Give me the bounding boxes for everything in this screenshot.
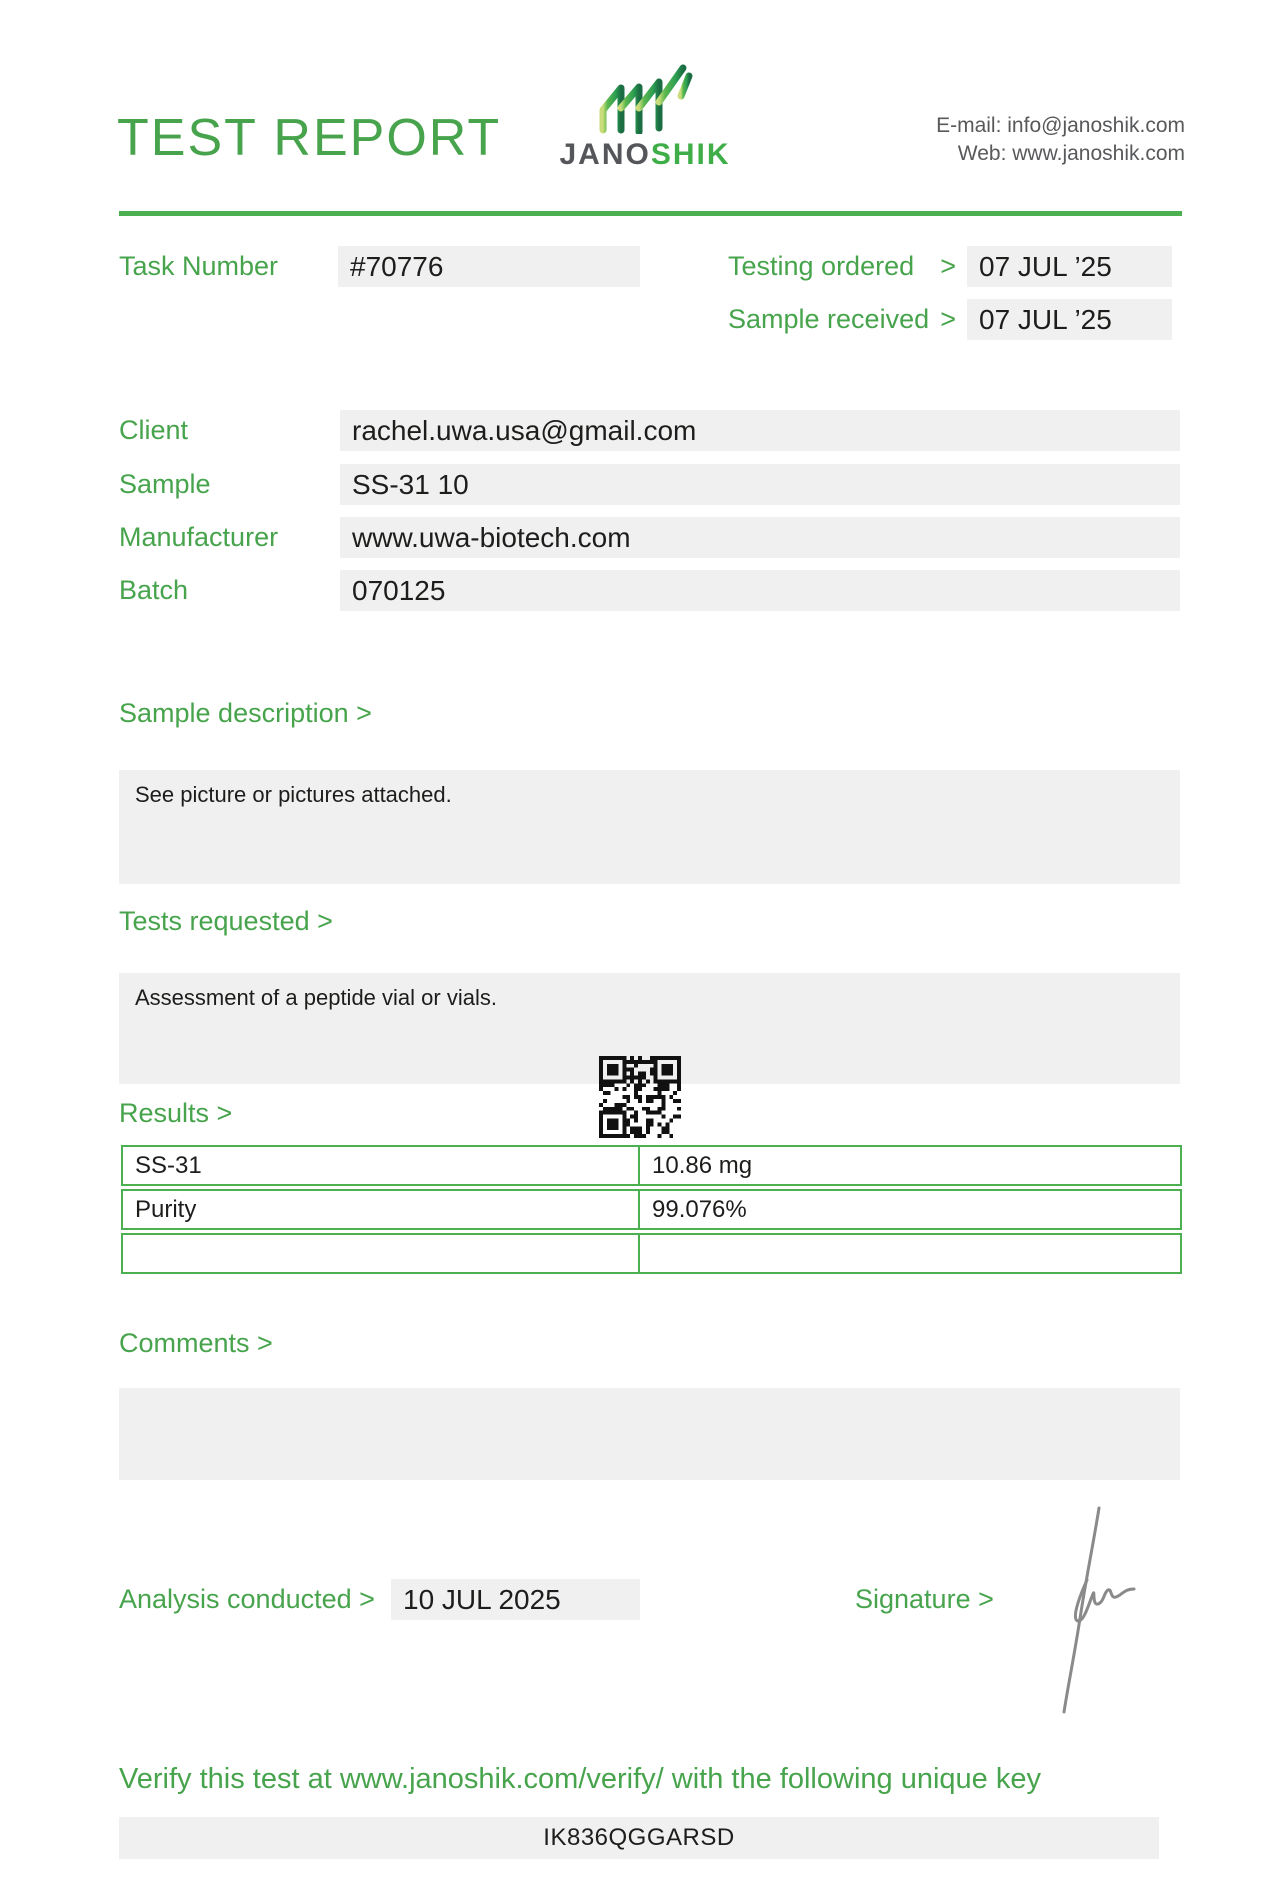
result-value	[640, 1235, 1180, 1272]
result-name: Purity	[123, 1191, 640, 1228]
email-line: E-mail: info@janoshik.com	[936, 114, 1185, 137]
chevron: >	[940, 251, 956, 281]
sample-received-label: Sample received >	[728, 299, 956, 340]
signature-image	[1035, 1500, 1145, 1740]
janoshik-logo	[545, 60, 745, 172]
result-value: 10.86 mg	[652, 1151, 753, 1179]
tests-requested-box: Assessment of a peptide vial or vials.	[119, 973, 1180, 1084]
header-divider	[119, 211, 1182, 216]
table-row	[121, 1189, 1182, 1230]
verify-text: Verify this test at www.janoshik.com/verify/ with the following unique key	[119, 1763, 1041, 1795]
table-row	[121, 1145, 1182, 1186]
analysis-conducted-label: Analysis conducted >	[119, 1584, 375, 1614]
sample-description-box: See picture or pictures attached.	[119, 770, 1180, 884]
client-value: rachel.uwa.usa@gmail.com	[340, 410, 1180, 451]
batch-label: Batch	[119, 575, 189, 605]
logo-wordmark	[545, 138, 745, 172]
testing-ordered-value: 07 JUL ’25	[967, 246, 1172, 287]
logo-jano: JANO	[559, 138, 651, 171]
logo-shik: SHIK	[650, 138, 731, 171]
page-title: TEST REPORT	[117, 109, 502, 167]
result-value: 99.076%	[652, 1195, 747, 1223]
analysis-date-value: 10 JUL 2025	[391, 1579, 640, 1620]
chart-growth-icon	[593, 60, 697, 134]
batch-value: 070125	[340, 570, 1180, 611]
manufacturer-value: www.uwa-biotech.com	[340, 517, 1180, 558]
sample-label: Sample	[119, 469, 211, 499]
results-table	[121, 1145, 1182, 1277]
sample-received-value: 07 JUL ’25	[967, 299, 1172, 340]
testing-ordered-label: Testing ordered >	[728, 246, 956, 287]
sample-description-heading: Sample description >	[119, 698, 372, 728]
result-name	[123, 1235, 640, 1272]
task-number-label: Task Number	[119, 251, 279, 281]
task-number-value: #70776	[338, 246, 640, 287]
qr-code	[599, 1055, 681, 1139]
result-name: SS-31	[123, 1147, 640, 1184]
comments-heading: Comments >	[119, 1328, 273, 1358]
chevron: >	[940, 304, 956, 334]
results-heading: Results >	[119, 1098, 233, 1128]
contact-block	[936, 112, 1185, 168]
tests-requested-heading: Tests requested >	[119, 906, 333, 936]
signature-label: Signature >	[855, 1584, 994, 1614]
sample-value: SS-31 10	[340, 464, 1180, 505]
verify-key: IK836QGGARSD	[119, 1817, 1159, 1859]
web-line: Web: www.janoshik.com	[957, 142, 1185, 165]
client-label: Client	[119, 415, 189, 445]
table-row	[121, 1233, 1182, 1274]
comments-box	[119, 1388, 1180, 1480]
manufacturer-label: Manufacturer	[119, 522, 279, 552]
